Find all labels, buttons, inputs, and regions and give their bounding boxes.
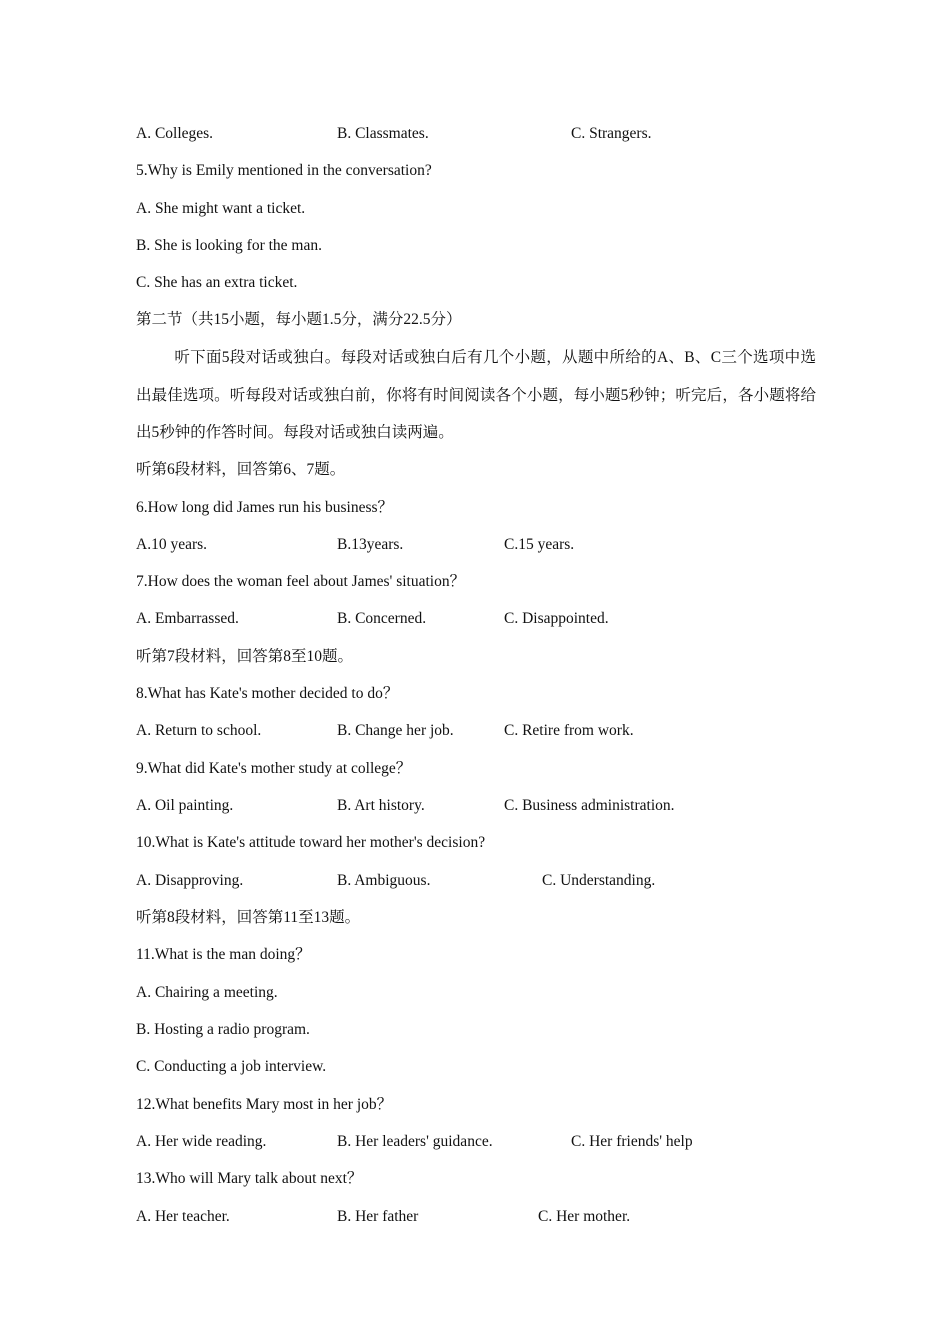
q11-option-b: B. Hosting a radio program.	[136, 1021, 310, 1038]
section2-instructions-text: 听下面5段对话或独白。每段对话或独白后有几个小题，从题中所给的A、B、C三个选项中选出最佳选项。听每段对话或独白前，你将有时间阅读各个小题，每小题5秒钟；听完后，各小题将给出5秒钟的作答时间。每段对话或独白读两遍。	[136, 349, 816, 441]
q9-question: 9.What did Kate's mother study at college？	[136, 760, 412, 777]
passage8-header: 听第8段材料，回答第11至13题。	[136, 909, 361, 926]
q12-option-a: A. Her wide reading.	[136, 1133, 267, 1150]
q11-option-a: A. Chairing a meeting.	[136, 984, 278, 1001]
section2-heading: 第二节（共15小题，每小题1.5分，满分22.5分）	[136, 311, 462, 328]
q6-option-b: B.13years.	[337, 536, 404, 553]
q8-question: 8.What has Kate's mother decided to do？	[136, 685, 399, 702]
q11-option-c: C. Conducting a job interview.	[136, 1058, 327, 1075]
q12-option-c: C. Her friends' help	[571, 1133, 693, 1150]
q8-option-b: B. Change her job.	[337, 722, 454, 739]
q5-option-c: C. She has an extra ticket.	[136, 274, 298, 291]
q13-question: 13.Who will Mary talk about next？	[136, 1170, 363, 1187]
q12-option-b: B. Her leaders' guidance.	[337, 1133, 493, 1150]
q5-question: 5.Why is Emily mentioned in the conversation?	[136, 162, 432, 179]
q11-question: 11.What is the man doing？	[136, 946, 311, 963]
q7-option-c: C. Disappointed.	[504, 610, 609, 627]
q10-option-a: A. Disapproving.	[136, 872, 244, 889]
q7-question: 7.How does the woman feel about James' situation？	[136, 573, 466, 590]
q6-option-c: C.15 years.	[504, 536, 575, 553]
passage7-header: 听第7段材料，回答第8至10题。	[136, 648, 354, 665]
q5-option-a: A. She might want a ticket.	[136, 200, 306, 217]
q7-option-a: A. Embarrassed.	[136, 610, 239, 627]
q10-question: 10.What is Kate's attitude toward her mother's decision?	[136, 834, 486, 851]
section2-instructions	[136, 339, 816, 452]
q9-option-b: B. Art history.	[337, 797, 425, 814]
q8-option-c: C. Retire from work.	[504, 722, 634, 739]
q13-option-a: A. Her teacher.	[136, 1208, 230, 1225]
q10-option-c: C. Understanding.	[542, 872, 656, 889]
q7-option-b: B. Concerned.	[337, 610, 427, 627]
q9-option-c: C. Business administration.	[504, 797, 675, 814]
q13-option-b: B. Her father	[337, 1208, 419, 1225]
q4-option-b: B. Classmates.	[337, 125, 429, 142]
q6-question: 6.How long did James run his business？	[136, 499, 394, 516]
q4-option-a: A. Colleges.	[136, 125, 214, 142]
passage6-header: 听第6段材料，回答第6、7题。	[136, 461, 346, 478]
q8-option-a: A. Return to school.	[136, 722, 262, 739]
q5-option-b: B. She is looking for the man.	[136, 237, 322, 254]
q13-option-c: C. Her mother.	[538, 1208, 631, 1225]
q6-option-a: A.10 years.	[136, 536, 208, 553]
q9-option-a: A. Oil painting.	[136, 797, 234, 814]
q4-option-c: C. Strangers.	[571, 125, 652, 142]
q10-option-b: B. Ambiguous.	[337, 872, 431, 889]
q12-question: 12.What benefits Mary most in her job？	[136, 1096, 393, 1113]
